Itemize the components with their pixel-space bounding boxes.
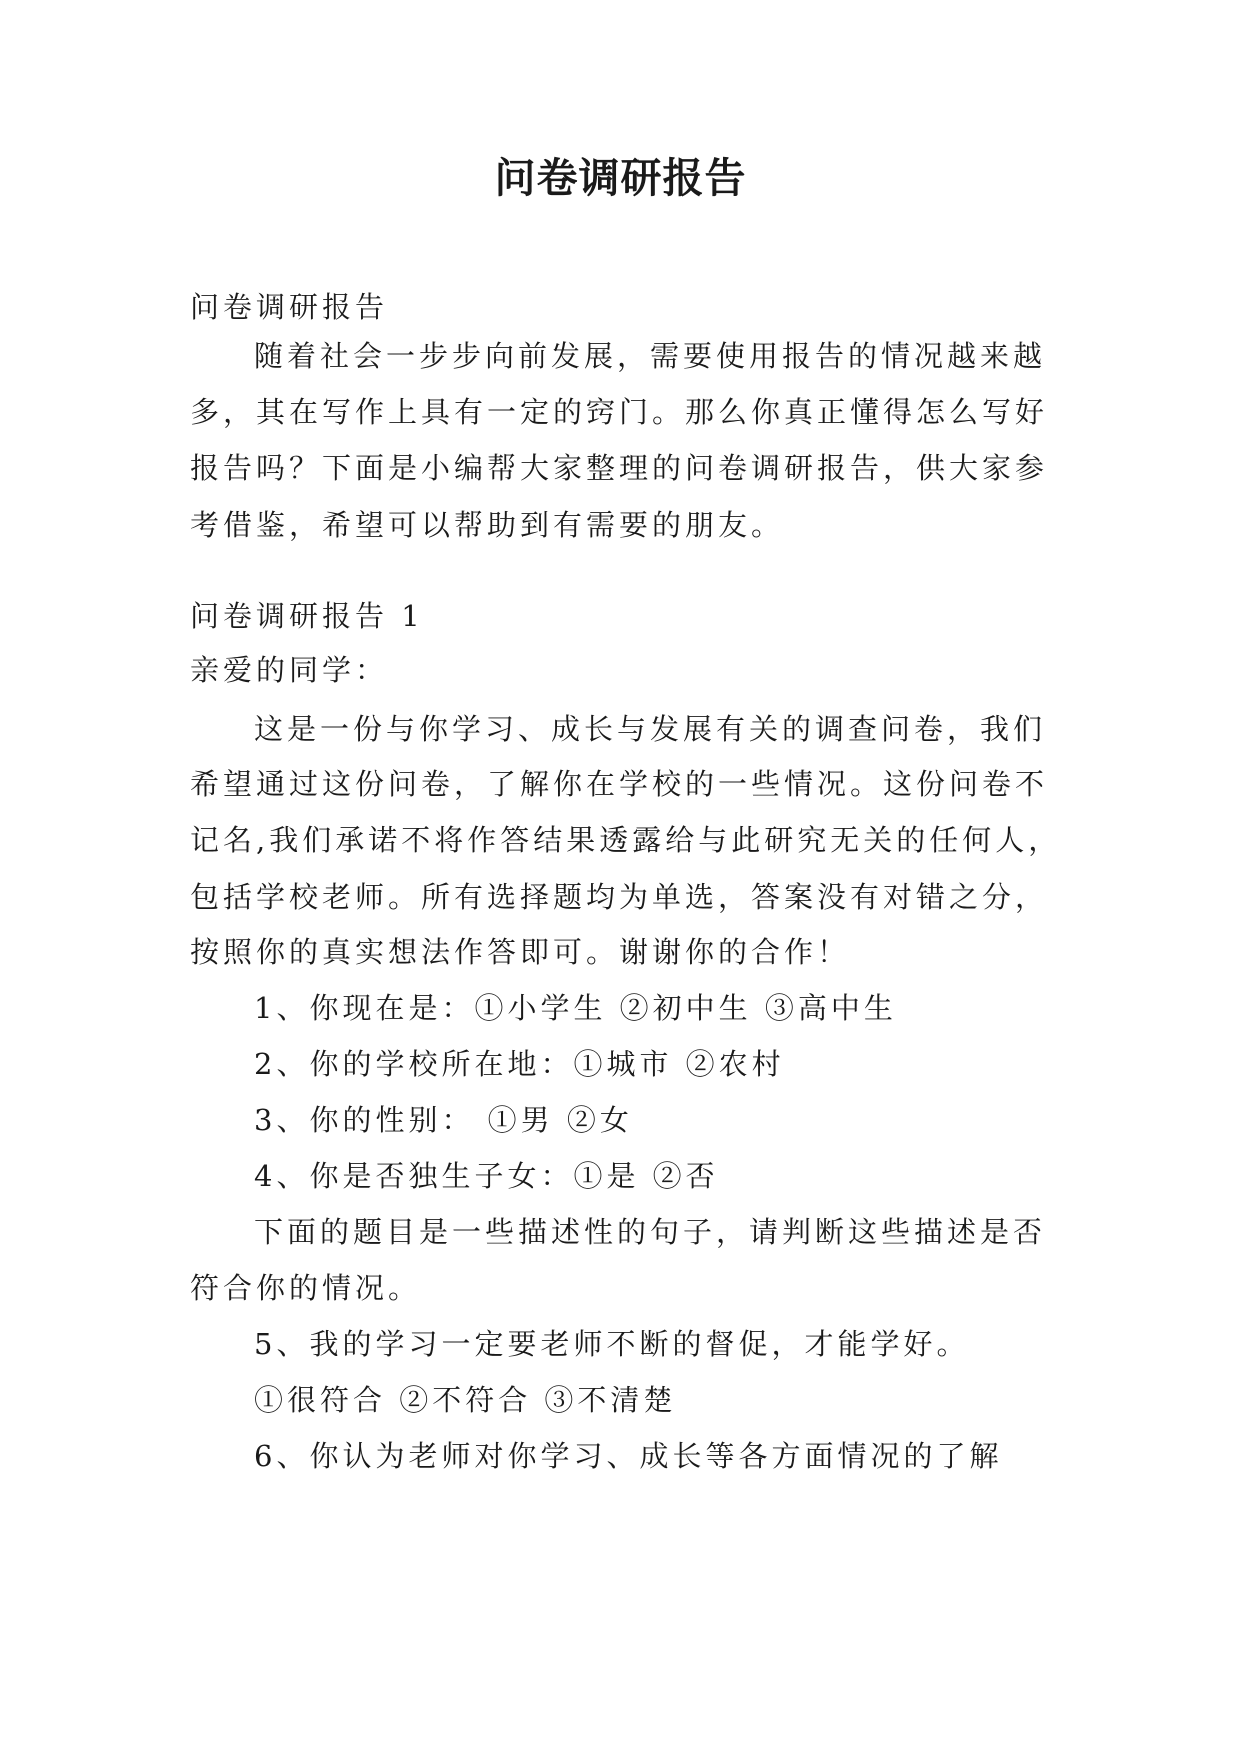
- question-item: 3、你的性别： ①男 ②女: [254, 1103, 633, 1137]
- paragraph-line: 包括学校老师。所有选择题均为单选，答案没有对错之分，: [190, 880, 1049, 914]
- section-heading: 问卷调研报告 1: [190, 599, 424, 633]
- paragraph-line: 报告吗？下面是小编帮大家整理的问卷调研报告，供大家参: [190, 451, 1049, 485]
- paragraph-line: 记名,我们承诺不将作答结果透露给与此研究无关的任何人，: [190, 823, 1062, 857]
- page-title: 问卷调研报告: [494, 154, 747, 202]
- paragraph-line: 按照你的真实想法作答即可。谢谢你的合作！: [190, 935, 851, 969]
- answer-options: ①很符合 ②不符合 ③不清楚: [254, 1383, 677, 1417]
- question-item: 4、你是否独生子女：①是 ②否: [254, 1159, 719, 1193]
- paragraph-line: 多，其在写作上具有一定的窍门。那么你真正懂得怎么写好: [190, 395, 1049, 429]
- paragraph-line: 下面的题目是一些描述性的句子，请判断这些描述是否: [254, 1215, 1047, 1249]
- paragraph-line: 考借鉴，希望可以帮助到有需要的朋友。: [190, 508, 785, 542]
- question-item: 5、我的学习一定要老师不断的督促，才能学好。: [254, 1327, 970, 1361]
- question-item: 2、你的学校所在地：①城市 ②农村: [254, 1047, 785, 1081]
- paragraph-line: 希望通过这份问卷，了解你在学校的一些情况。这份问卷不: [190, 767, 1049, 801]
- question-item: 1、你现在是：①小学生 ②初中生 ③高中生: [254, 991, 897, 1025]
- paragraph-line: 符合你的情况。: [190, 1271, 422, 1305]
- salutation: 亲爱的同学：: [190, 653, 389, 687]
- paragraph-line: 随着社会一步步向前发展，需要使用报告的情况越来越: [254, 339, 1047, 373]
- question-item: 6、你认为老师对你学习、成长等各方面情况的了解: [254, 1439, 1003, 1473]
- section-heading: 问卷调研报告: [190, 290, 389, 324]
- paragraph-line: 这是一份与你学习、成长与发展有关的调查问卷，我们: [254, 712, 1047, 746]
